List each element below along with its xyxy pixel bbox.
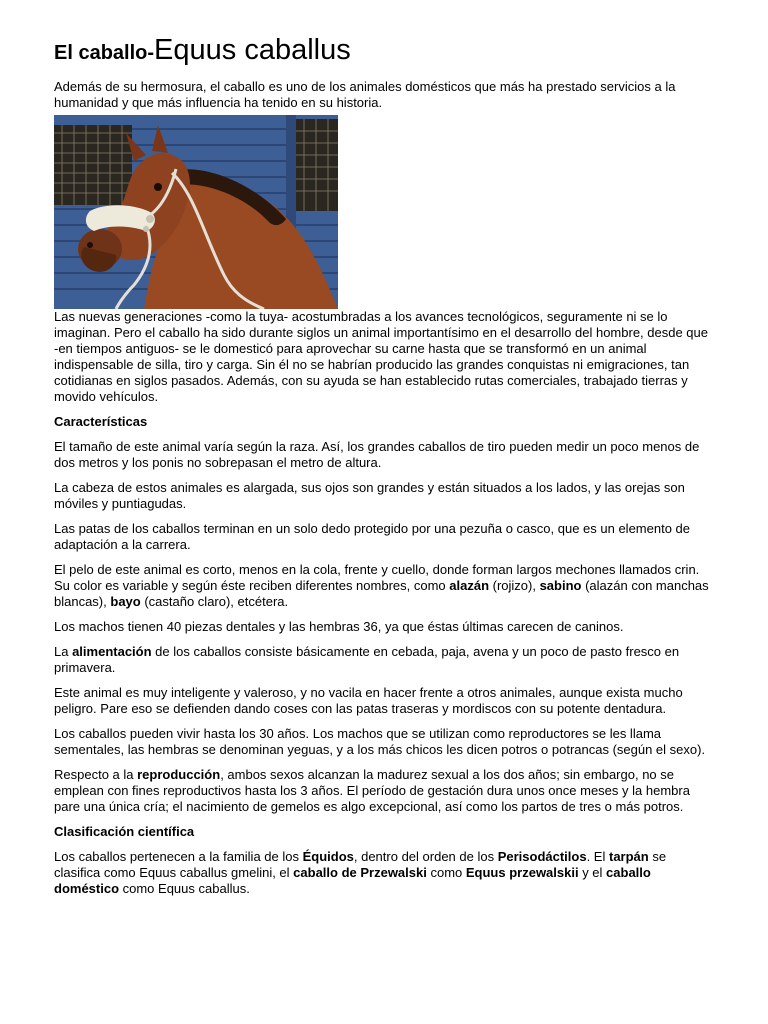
term-equus-przewalskii: Equus przewalskii	[465, 865, 579, 880]
heading-caracteristicas: Características	[54, 414, 148, 429]
document-page	[54, 28, 714, 906]
term-alazan: alazán	[449, 578, 490, 593]
term-caballo-przewalski: caballo de Przewalski	[293, 865, 427, 880]
paragraph-history: Las nuevas generaciones -como la tuya- acostumbradas a los avances tecnológicos, seguramente ni se lo imaginan. Pero el caballo ha sido durante siglos un animal importantísimo en el desarrollo del hombre, desde que -en tiempos antiguos- se le domesticó para aprovechar su carne hasta que se transformó en un animal indispensable de silla, tiro y carga. Sin él no se habrían producido las grandes conquistas ni emigraciones, tan cotidianas en siglos pasados. Además, con su ayuda se han establecido rutas comerciales, trabajado tierras y movido vehículos.	[54, 309, 708, 404]
paragraph-reproduction: Respecto a la reproducción, ambos sexos alcanzan la madurez sexual a los dos años; sin embargo, no se emplean con fines reproductivos hasta los 3 años. El período de gestación dura unos once meses y la hembra pare una única cría; el nacimiento de gemelos es algo excepcional, así como los partos de tres o más potros.	[54, 767, 690, 814]
paragraph-head: La cabeza de estos animales es alargada, sus ojos son grandes y están situados a los lados, y las orejas son móviles y puntiagudas.	[54, 480, 685, 511]
heading-clasificacion: Clasificación científica	[54, 824, 195, 839]
term-perisodactilos: Perisodáctilos	[497, 849, 587, 864]
horse-photo	[54, 115, 338, 309]
paragraph-classification: Los caballos pertenecen a la familia de los Équidos, dentro del orden de los Perisodáctilos. El tarpán se clasifica como Equus caballus gmelini, el caballo de Przewalski como Equus przewalskii y el caballo doméstico como Equus caballus.	[54, 849, 667, 896]
paragraph-legs: Las patas de los caballos terminan en un solo dedo protegido por una pezuña o casco, que es un elemento de adaptación a la carrera.	[54, 521, 690, 552]
title-common-name: El caballo-	[54, 42, 155, 64]
term-sabino: sabino	[539, 578, 582, 593]
term-bayo: bayo	[110, 594, 141, 609]
term-reproduccion: reproducción	[137, 767, 221, 782]
term-equidos: Équidos	[302, 849, 354, 864]
intro-paragraph: Además de su hermosura, el caballo es uno de los animales domésticos que más ha prestado servicios a la humanidad y que más influencia ha tenido en su historia.	[54, 79, 676, 110]
paragraph-coat: El pelo de este animal es corto, menos en la cola, frente y cuello, donde forman largos mechones llamados crin. Su color es variable y según éste reciben diferentes nombres, como alazán (rojizo), sabino (alazán con manchas blancas), bayo (castaño claro), etcétera.	[54, 562, 709, 609]
paragraph-lifespan: Los caballos pueden vivir hasta los 30 años. Los machos que se utilizan como reproductores se les llama sementales, las hembras se denominan yeguas, y a los más chicos les dicen potros o potrancas (según el sexo).	[54, 726, 706, 757]
paragraph-size: El tamaño de este animal varía según la raza. Así, los grandes caballos de tiro pueden medir un poco menos de dos metros y los ponis no sobrepasan el metro de altura.	[54, 439, 700, 470]
paragraph-behavior: Este animal es muy inteligente y valeroso, y no vacila en hacer frente a otros animales, aunque exista mucho peligro. Pare eso se defienden dando coses con las patas traseras y mordiscos con su potente dentadura.	[54, 685, 683, 716]
term-alimentacion: alimentación	[72, 644, 152, 659]
paragraph-teeth: Los machos tienen 40 piezas dentales y las hembras 36, ya que éstas últimas carecen de caninos.	[54, 619, 624, 634]
page-title	[54, 28, 714, 73]
term-tarpan: tarpán	[608, 849, 649, 864]
paragraph-feeding: La alimentación de los caballos consiste básicamente en cebada, paja, avena y un poco de pasto fresco en primavera.	[54, 644, 680, 675]
term-caballo-domestico: caballo doméstico	[54, 865, 651, 896]
title-scientific-name: Equus caballus	[154, 34, 351, 66]
